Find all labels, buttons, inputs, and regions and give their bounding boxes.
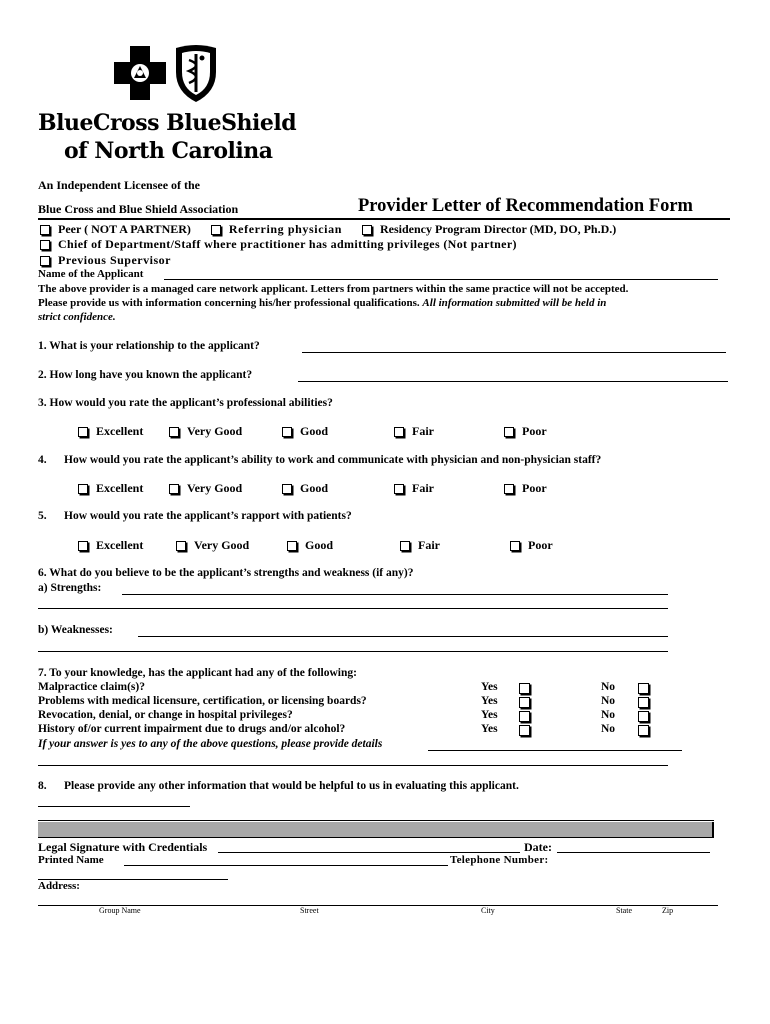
date-label: Date: (524, 840, 552, 854)
question-4-number: 4. (38, 454, 47, 466)
licensee-line-1: An Independent Licensee of the (38, 178, 201, 192)
legal-signature-field[interactable] (218, 852, 520, 853)
q7-item-2: Problems with medical licensure, certification, or licensing boards? (38, 695, 367, 707)
known-duration-field[interactable] (298, 381, 728, 382)
printed-name-field[interactable] (124, 865, 448, 866)
intro-line-2 (38, 297, 606, 309)
question-8: Please provide any other information that would be helpful to us in evaluating this applicant. (64, 780, 519, 792)
q7-followup: If your answer is yes to any of the above questions, please provide details (38, 738, 383, 750)
chief-label: Chief of Department/Staff where practitioner has admitting privileges (Not partner) (58, 237, 517, 251)
q3-rating-good[interactable]: Good (282, 424, 328, 439)
logo-line-1: BlueCross BlueShield (38, 110, 297, 136)
q7-no-checkbox-3[interactable] (638, 711, 649, 722)
q7-yes-checkbox-3[interactable] (519, 711, 530, 722)
additional-info-field-line-2[interactable] (38, 820, 714, 821)
q4-rating-fair[interactable]: Fair (394, 481, 434, 496)
question-7: 7. To your knowledge, has the applicant had any of the following: (38, 667, 357, 679)
q3-rating-poor[interactable]: Poor (504, 424, 547, 439)
relationship-row-1 (40, 222, 616, 237)
q7-yes-label-4: Yes (481, 723, 498, 735)
q7-yes-label-2: Yes (481, 695, 498, 707)
q7-no-checkbox-2[interactable] (638, 697, 649, 708)
referring-label: Referring physician (228, 222, 342, 236)
relationship-row-3 (40, 253, 171, 268)
group-name-label: Group Name (99, 906, 141, 915)
additional-info-field[interactable] (38, 806, 190, 807)
q3-rating-very-good[interactable]: Very Good (169, 424, 242, 439)
question-6: 6. What do you believe to be the applicant’s strengths and weakness (if any)? (38, 567, 414, 579)
question-2: 2. How long have you known the applicant? (38, 369, 253, 381)
peer-checkbox[interactable] (40, 225, 50, 235)
relationship-answer-field[interactable] (302, 352, 726, 353)
q7-item-4: History of/or current impairment due to drugs and/or alcohol? (38, 723, 346, 735)
q3-rating-excellent[interactable]: Excellent (78, 424, 143, 439)
previous-checkbox[interactable] (40, 256, 50, 266)
peer-label: Peer ( NOT A PARTNER) (58, 222, 191, 236)
q7-yes-label-3: Yes (481, 709, 498, 721)
logo (110, 42, 220, 104)
strengths-field-line-2[interactable] (38, 608, 668, 609)
q7-yes-label-1: Yes (481, 681, 498, 693)
city-label: City (481, 906, 495, 915)
q7-no-checkbox-4[interactable] (638, 725, 649, 736)
q5-rating-very-good[interactable]: Very Good (176, 538, 249, 553)
logo-line-2: of North Carolina (64, 138, 273, 164)
relationship-row-2 (40, 237, 517, 252)
title-rule (38, 218, 730, 220)
telephone-label: Telephone Number: (450, 854, 549, 866)
legal-signature-label: Legal Signature with Credentials (38, 840, 208, 854)
strengths-label: a) Strengths: (38, 582, 102, 594)
q7-no-label-1: No (601, 681, 616, 693)
q7-details-field-line-2[interactable] (38, 765, 668, 766)
chief-checkbox[interactable] (40, 240, 50, 250)
q5-rating-poor[interactable]: Poor (510, 538, 553, 553)
q3-rating-fair[interactable]: Fair (394, 424, 434, 439)
applicant-name-label: Name of the Applicant (38, 268, 144, 280)
q7-no-label-3: No (601, 709, 616, 721)
intro-line-1: The above provider is a managed care network applicant. Letters from partners within the same practice will not be accepted. (38, 283, 629, 295)
question-5-number: 5. (38, 510, 47, 522)
question-3: 3. How would you rate the applicant’s professional abilities? (38, 397, 333, 409)
q7-item-1: Malpractice claim(s)? (38, 681, 145, 693)
residency-checkbox[interactable] (362, 225, 372, 235)
q5-rating-fair[interactable]: Fair (400, 538, 440, 553)
question-5: How would you rate the applicant’s rapport with patients? (64, 510, 352, 522)
street-label: Street (300, 906, 319, 915)
question-4: How would you rate the applicant’s ability to work and communicate with physician and non-physician staff? (64, 454, 602, 466)
weaknesses-field[interactable] (138, 636, 668, 637)
q5-rating-good[interactable]: Good (287, 538, 333, 553)
q4-rating-excellent[interactable]: Excellent (78, 481, 143, 496)
q7-yes-checkbox-4[interactable] (519, 725, 530, 736)
intro-confidential: All information submitted will be held in (422, 297, 607, 309)
strengths-field[interactable] (122, 594, 668, 595)
blue-cross-icon (110, 42, 170, 104)
q7-no-label-2: No (601, 695, 616, 707)
q7-item-3: Revocation, denial, or change in hospital privileges? (38, 709, 293, 721)
q7-yes-checkbox-1[interactable] (519, 683, 530, 694)
licensee-line-2: Blue Cross and Blue Shield Association (38, 202, 239, 216)
question-1: 1. What is your relationship to the applicant? (38, 340, 260, 352)
q4-rating-poor[interactable]: Poor (504, 481, 547, 496)
q7-no-checkbox-1[interactable] (638, 683, 649, 694)
q7-details-field[interactable] (428, 750, 682, 751)
q5-rating-excellent[interactable]: Excellent (78, 538, 143, 553)
residency-label: Residency Program Director (MD, DO, Ph.D.) (379, 222, 617, 236)
address-label: Address: (38, 880, 80, 892)
form-title: Provider Letter of Recommendation Form (358, 196, 693, 216)
intro-request: Please provide us with information concerning his/her professional qualifications. (38, 297, 420, 309)
q4-rating-very-good[interactable]: Very Good (169, 481, 242, 496)
intro-line-3: strict confidence. (38, 311, 116, 323)
printed-name-label: Printed Name (38, 854, 104, 866)
shaded-divider-bar (38, 822, 714, 838)
zip-label: Zip (662, 906, 674, 915)
applicant-name-field[interactable] (164, 279, 718, 280)
state-label: State (616, 906, 632, 915)
q7-yes-checkbox-2[interactable] (519, 697, 530, 708)
referring-checkbox[interactable] (211, 225, 221, 235)
q4-rating-good[interactable]: Good (282, 481, 328, 496)
weaknesses-field-line-2[interactable] (38, 651, 668, 652)
blue-shield-icon (172, 42, 220, 104)
previous-label: Previous Supervisor (58, 253, 171, 267)
question-8-number: 8. (38, 780, 47, 792)
weaknesses-label: b) Weaknesses: (38, 624, 113, 636)
date-field[interactable] (557, 852, 710, 853)
q7-no-label-4: No (601, 723, 616, 735)
